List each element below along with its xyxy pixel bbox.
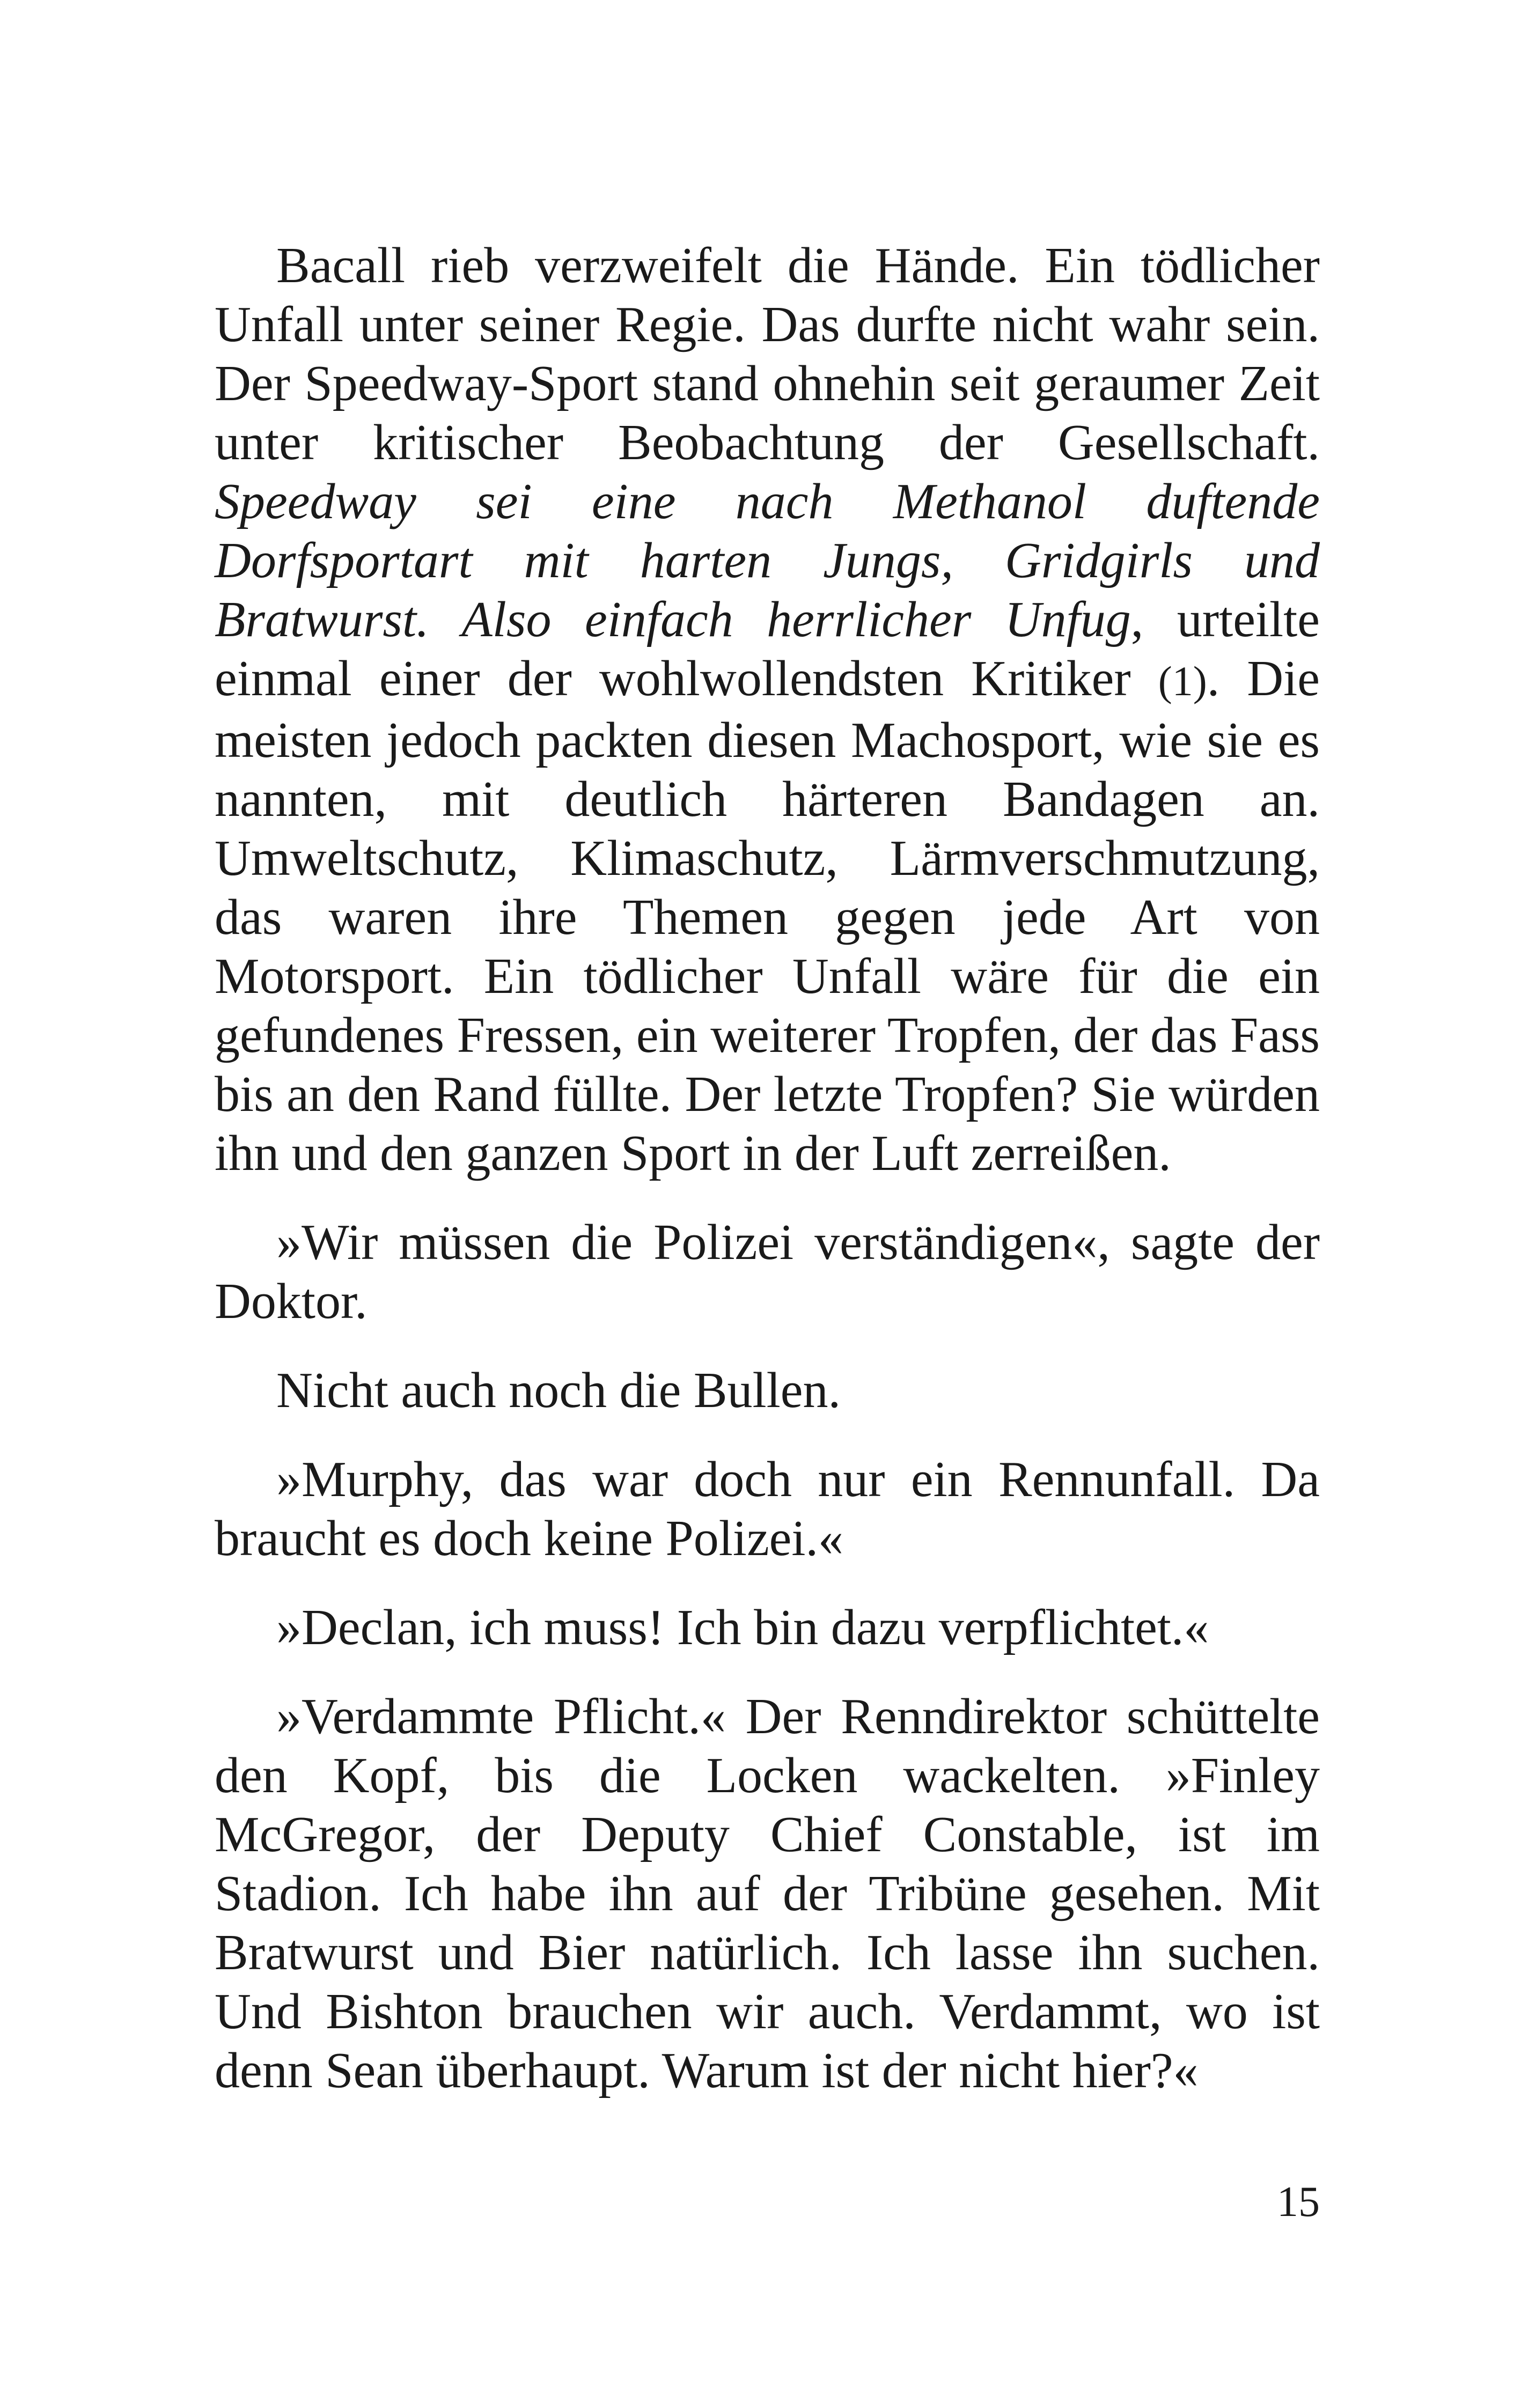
page-number: 15	[1277, 2178, 1320, 2226]
paragraph-3: Nicht auch noch die Bullen.	[276, 1363, 841, 1418]
paragraph-2: »Wir müssen die Polizei verständigen«, sagte der Doktor.	[215, 1214, 1320, 1329]
footnote-reference: (1)	[1158, 658, 1207, 704]
paragraph-1	[215, 236, 1320, 1183]
paragraph-5: »Declan, ich muss! Ich bin dazu verpflichtet.«	[276, 1600, 1209, 1655]
paragraph-6: »Verdammte Pflicht.« Der Renndirektor schüttelte den Kopf, bis die Locken wackelten. »Finley McGregor, der Deputy Chief Constable, ist im Stadion. Ich habe ihn auf der Tribüne gesehen. Mit Bratwurst und Bier natürlich. Ich lasse ihn suchen. Und Bishton brauchen wir auch. Verdammt, wo ist denn Sean überhaupt. Warum ist der nicht hier?«	[215, 1689, 1320, 2098]
paragraph-1-text-c: . Die meisten jedoch packten diesen Machosport, wie sie es nannten, mit deutlich härteren Bandagen an. Umweltschutz, Klimaschutz, Lärmverschmutzung, das waren ihre Themen gegen jede Art von Motorsport. Ein tödlicher Unfall wäre für die ein gefundenes Fressen, ein weiterer Tropfen, der das Fass bis an den Rand füllte. Der letzte Tropfen? Sie würden ihn und den ganzen Sport in der Luft zerreißen.	[215, 651, 1320, 1181]
italic-quote: Speedway sei eine nach Methanol duftende Dorfsportart mit harten Jungs, Gridgirls und Bratwurst. Also einfach herrlicher Unfug	[215, 474, 1320, 647]
body-text	[215, 236, 1320, 2100]
paragraph-1-text-a: Bacall rieb verzweifelt die Hände. Ein tödlicher Unfall unter seiner Regie. Das durfte nicht wahr sein. Der Speedway-Sport stand ohnehin seit geraumer Zeit unter kritischer Beobachtung der Gesellschaft.	[215, 238, 1320, 470]
paragraph-1-text-b: , urteilte einmal einer der wohlwollendsten Kritiker	[215, 592, 1320, 706]
paragraph-4: »Murphy, das war doch nur ein Rennunfall. Da braucht es doch keine Polizei.«	[215, 1452, 1320, 1566]
